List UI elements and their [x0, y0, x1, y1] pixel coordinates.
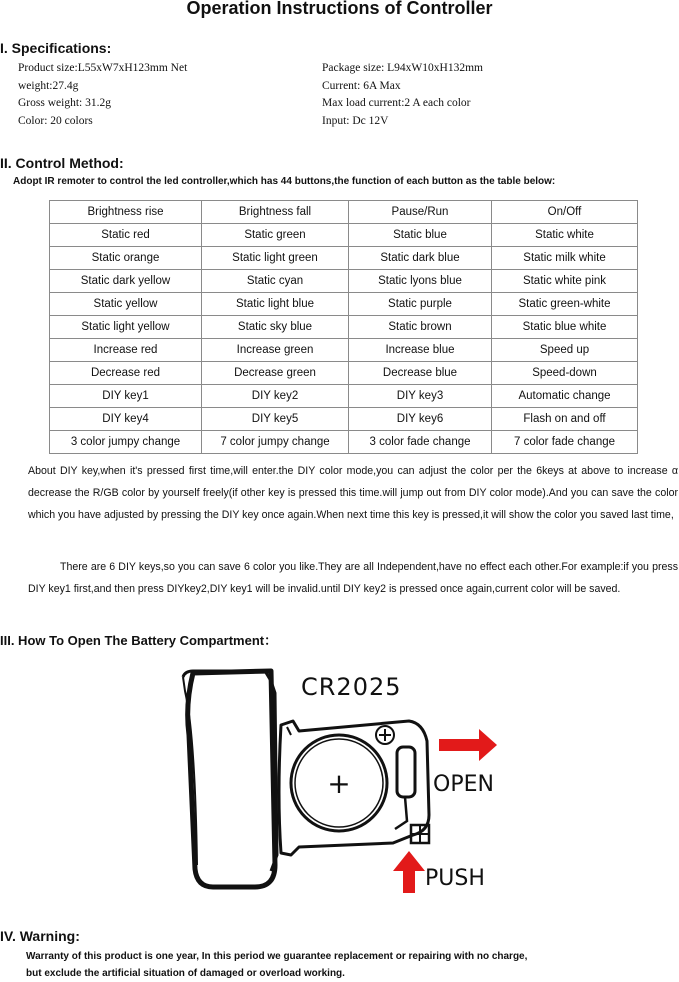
- spec-line: Color: 20 colors: [18, 114, 93, 127]
- table-cell: Decrease blue: [349, 362, 492, 385]
- table-cell: Brightness rise: [50, 201, 202, 224]
- battery-diagram: [175, 665, 505, 897]
- table-cell: Pause/Run: [349, 201, 492, 224]
- table-cell: Static milk white: [492, 247, 638, 270]
- table-cell: DIY key2: [202, 385, 349, 408]
- table-cell: Static dark yellow: [50, 270, 202, 293]
- warning-heading: IV. Warning:: [0, 928, 80, 944]
- table-row: [50, 293, 638, 316]
- table-cell: 3 color fade change: [349, 431, 492, 454]
- control-intro: Adopt IR remoter to control the led controller,which has 44 buttons,the function of each button as the table below:: [13, 176, 556, 187]
- push-arrow-icon: [393, 851, 425, 893]
- table-cell: Decrease green: [202, 362, 349, 385]
- table-row: [50, 362, 638, 385]
- table-cell: Static green: [202, 224, 349, 247]
- spec-line: Input: Dc 12V: [322, 114, 389, 127]
- table-cell: Static light yellow: [50, 316, 202, 339]
- table-cell: Static lyons blue: [349, 270, 492, 293]
- table-cell: Increase blue: [349, 339, 492, 362]
- table-cell: DIY key6: [349, 408, 492, 431]
- spec-line: Current: 6A Max: [322, 79, 401, 92]
- open-label: OPEN: [433, 772, 494, 797]
- table-row: [50, 201, 638, 224]
- table-cell: Static cyan: [202, 270, 349, 293]
- table-row: [50, 385, 638, 408]
- table-cell: Static orange: [50, 247, 202, 270]
- table-cell: Static white: [492, 224, 638, 247]
- table-cell: Static red: [50, 224, 202, 247]
- warning-line: Warranty of this product is one year, In this period we guarantee replacement or repairing with no charge,: [26, 951, 528, 962]
- table-row: [50, 247, 638, 270]
- table-row: [50, 408, 638, 431]
- table-row: [50, 270, 638, 293]
- table-cell: Static blue white: [492, 316, 638, 339]
- table-cell: Static sky blue: [202, 316, 349, 339]
- table-cell: Speed-down: [492, 362, 638, 385]
- page-title: Operation Instructions of Controller: [186, 0, 493, 18]
- table-cell: Static white pink: [492, 270, 638, 293]
- open-arrow-icon: [439, 729, 497, 761]
- table-cell: Static purple: [349, 293, 492, 316]
- specifications-heading: I. Specifications:: [0, 40, 112, 56]
- diy-paragraph-2: There are 6 DIY keys,so you can save 6 color you like.They are all Independent,have no effect each other.For example:if you press DIY key1 first,and then press DIYkey2,DIY key1 will be invalid.until DIY key2 is pressed once again,current color will be saved.: [28, 561, 678, 595]
- push-label: PUSH: [425, 866, 485, 891]
- table-cell: 7 color fade change: [492, 431, 638, 454]
- table-cell: Static blue: [349, 224, 492, 247]
- table-cell: 7 color jumpy change: [202, 431, 349, 454]
- battery-heading: III. How To Open The Battery Compartment：: [0, 633, 278, 648]
- table-cell: Automatic change: [492, 385, 638, 408]
- table-cell: Decrease red: [50, 362, 202, 385]
- table-cell: Static yellow: [50, 293, 202, 316]
- table-cell: Static light blue: [202, 293, 349, 316]
- table-cell: Brightness fall: [202, 201, 349, 224]
- warning-text: [26, 948, 527, 982]
- button-function-table: [49, 200, 638, 454]
- spec-left-column: [18, 60, 308, 130]
- table-cell: DIY key4: [50, 408, 202, 431]
- table-cell: Static light green: [202, 247, 349, 270]
- spec-line: Max load current:2 A each color: [322, 97, 471, 109]
- table-row: [50, 431, 638, 454]
- table-cell: On/Off: [492, 201, 638, 224]
- table-cell: Static brown: [349, 316, 492, 339]
- table-cell: Increase red: [50, 339, 202, 362]
- table-cell: Speed up: [492, 339, 638, 362]
- table-cell: DIY key1: [50, 385, 202, 408]
- table-row: [50, 339, 638, 362]
- control-heading: II. Control Method:: [0, 155, 124, 171]
- spec-line: Gross weight: 31.2g: [18, 97, 111, 109]
- diy-paragraph-1: About DIY key,when it's pressed first time,will enter.the DIY color mode,you can adjust the color per the 6keys at above to increase α decrease the R/GB color by yourself freely(if other key is pressed this time.will jump out from DIY color mode).And you can save the color which you have adjusted by pressing the DIY key once again.When next time this key is pressed,it will show the color you saved last time,: [28, 465, 678, 521]
- warning-line: but exclude the artificial situation of damaged or overload working.: [26, 968, 345, 979]
- spec-line: weight:27.4g: [18, 79, 79, 92]
- table-cell: 3 color jumpy change: [50, 431, 202, 454]
- table-row: [50, 316, 638, 339]
- spec-line: Product size:L55xW7xH123mm Net: [18, 62, 188, 74]
- table-row: [50, 224, 638, 247]
- spec-right-column: [322, 60, 662, 130]
- table-cell: Static green-white: [492, 293, 638, 316]
- spec-line: Package size: L94xW10xH132mm: [322, 62, 483, 74]
- battery-plus-sign: +: [327, 767, 351, 800]
- table-cell: DIY key3: [349, 385, 492, 408]
- table-cell: DIY key5: [202, 408, 349, 431]
- table-cell: Flash on and off: [492, 408, 638, 431]
- battery-type-label: CR2025: [301, 673, 402, 701]
- table-cell: Increase green: [202, 339, 349, 362]
- table-cell: Static dark blue: [349, 247, 492, 270]
